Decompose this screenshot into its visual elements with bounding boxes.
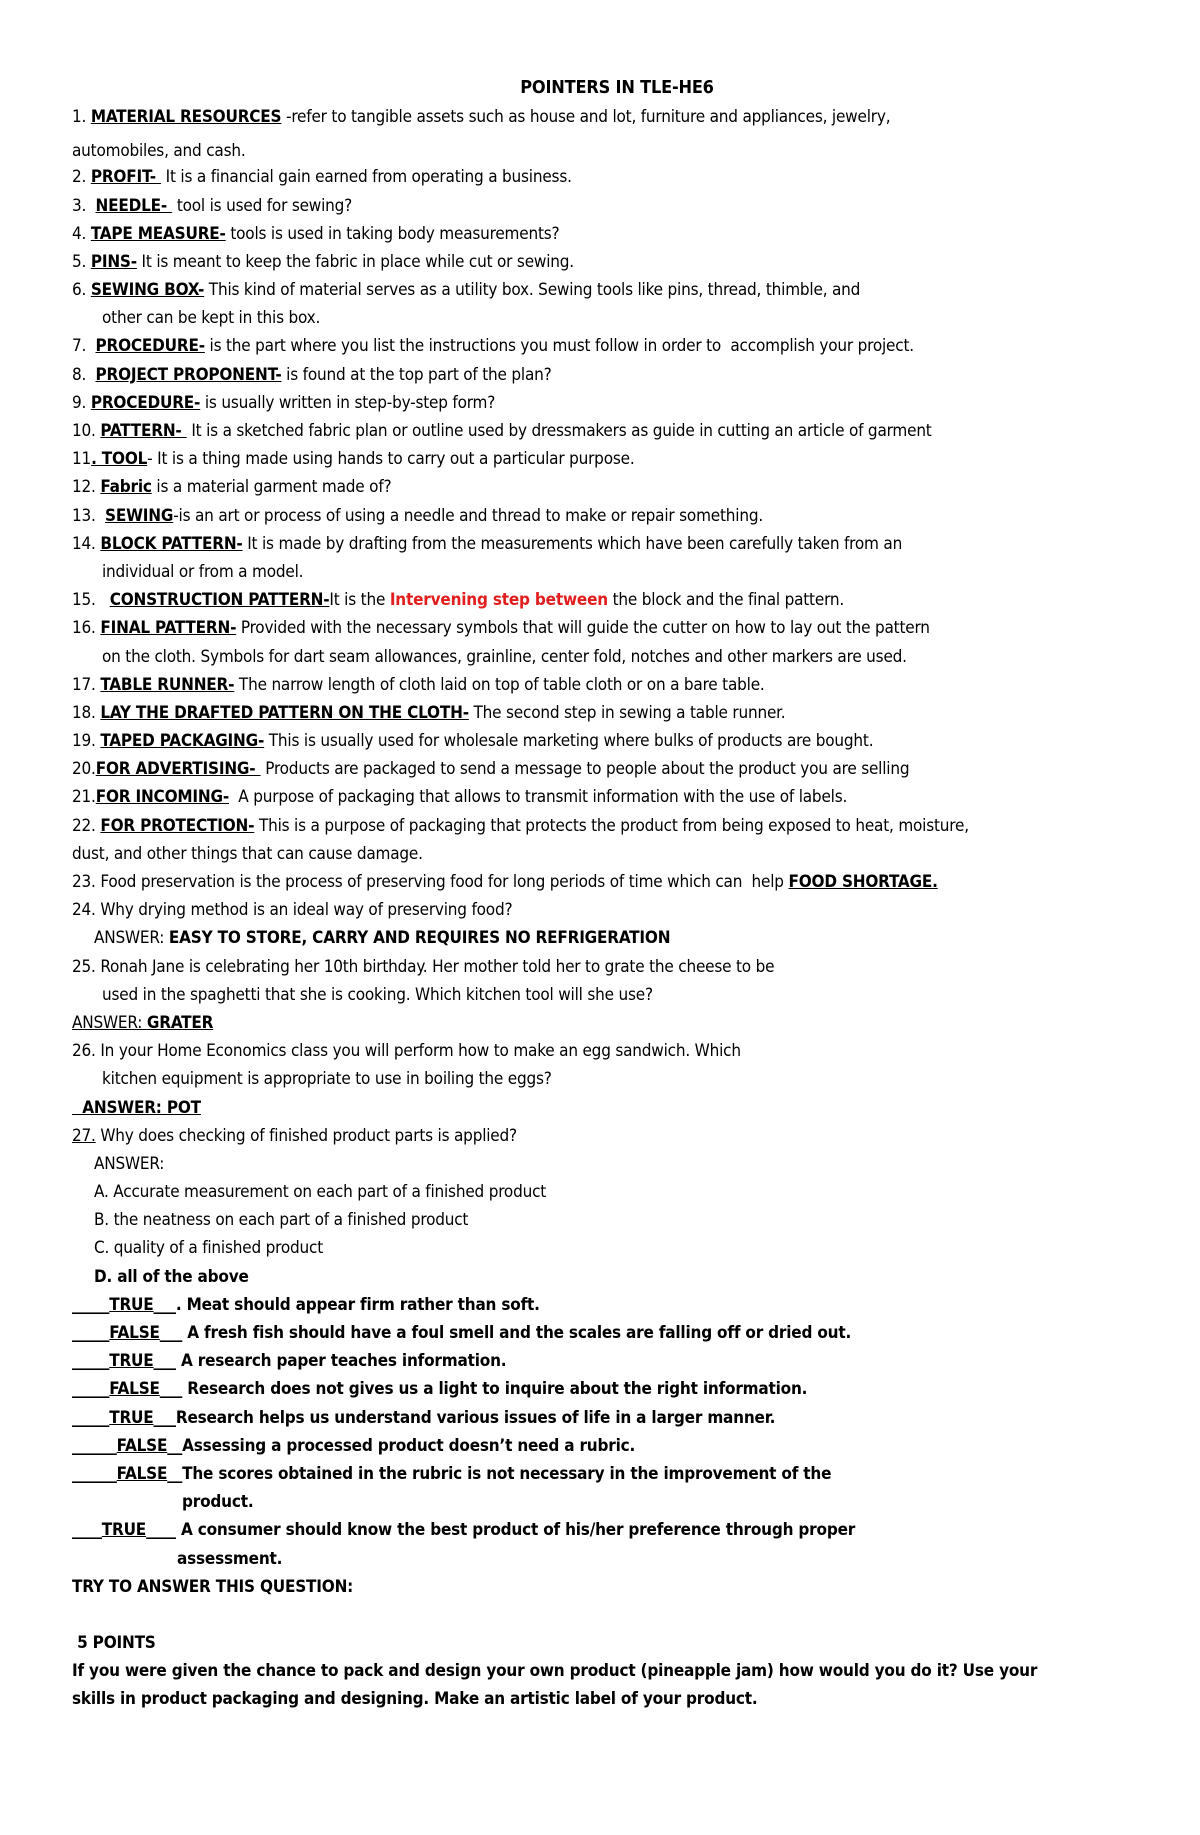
answer-25	[72, 1009, 1132, 1037]
tf-statement: The scores obtained in the rubric is not necessary in the improvement of the	[182, 1463, 832, 1484]
tf-answer: TRUE	[109, 1407, 154, 1428]
answer-24	[72, 924, 1132, 952]
item-number: 11	[72, 449, 92, 470]
item-text: It is a financial gain earned from operating a business.	[160, 167, 572, 187]
blank: ___	[153, 1294, 176, 1315]
item-term: FINAL PATTERN-	[100, 618, 237, 639]
document-page	[72, 74, 1132, 1713]
try-heading: TRY TO ANSWER THIS QUESTION:	[72, 1576, 354, 1597]
item-term: BLOCK PATTERN-	[100, 533, 243, 554]
tf-answer: TRUE	[101, 1520, 147, 1541]
answer-text: GRATER	[146, 1012, 214, 1033]
list-item-continuation: dust, and other things that can cause damage.	[72, 843, 423, 864]
item-text: is usually written in step-by-step form?	[200, 392, 496, 413]
item-term: PINS-	[90, 251, 137, 272]
item-number: 8.	[72, 364, 96, 385]
tf-answer: FALSE	[109, 1379, 160, 1400]
item-term: PROCEDURE-	[95, 336, 205, 357]
item-text: It is the	[329, 590, 390, 611]
item-text: -is an art or process of using a needle and thread to make or repair something.	[173, 505, 763, 526]
item-term: FOR ADVERTISING-	[95, 759, 261, 780]
item-term: TAPE MEASURE-	[90, 223, 226, 244]
item-number: 1.	[72, 106, 91, 127]
list-item-continuation: individual or from a model.	[102, 561, 304, 582]
tf-statement-continuation: product.	[182, 1492, 254, 1513]
list-item	[72, 727, 1132, 755]
question-27	[72, 1122, 1132, 1150]
item-number: 9.	[72, 392, 91, 413]
item-text: -refer to tangible assets such as house and lot, furniture and appliances, jewelry,	[281, 106, 891, 127]
list-item	[72, 586, 1132, 614]
true-false-item	[72, 1291, 1132, 1319]
item-number: 20.	[72, 759, 96, 780]
item-number: 19.	[72, 731, 101, 752]
item-number: 2.	[72, 167, 91, 187]
tf-answer: FALSE	[109, 1323, 160, 1343]
item-term: PROJECT PROPONENT-	[95, 364, 282, 385]
list-item	[72, 614, 1132, 642]
blank: ____	[146, 1520, 176, 1541]
list-item	[72, 812, 1132, 840]
item-text: Products are packaged to send a message to people about the product you are selling	[260, 759, 910, 780]
item-text: This is a purpose of packaging that protects the product from being exposed to heat, moisture,	[254, 815, 969, 836]
item-term: . TOOL	[91, 449, 148, 470]
list-item	[72, 530, 1132, 558]
item-text: tool is used for sewing?	[172, 195, 353, 216]
item-number: 21.	[72, 787, 96, 808]
item-text: tools is used in taking body measurements?	[225, 223, 560, 244]
item-term: PROCEDURE-	[90, 392, 201, 413]
item-text: It is made by drafting from the measurements which have been carefully taken from an	[242, 533, 903, 554]
list-item	[72, 755, 1132, 783]
list-item	[72, 699, 1132, 727]
true-false-item	[72, 1460, 1132, 1488]
item-number: 14.	[72, 533, 101, 554]
highlighted-phrase: Intervening step between	[389, 590, 608, 611]
item-text: Provided with the necessary symbols that will guide the cutter on how to lay out the pattern	[236, 618, 930, 639]
answer-text: EASY TO STORE, CARRY AND REQUIRES NO REFRIGERATION	[168, 928, 671, 949]
item-text-after: the block and the final pattern.	[607, 590, 845, 611]
answer-text: FOOD SHORTAGE.	[788, 872, 938, 892]
item-term: CONSTRUCTION PATTERN-	[109, 590, 330, 611]
item-number: 22.	[72, 815, 101, 836]
item-text: is found at the top part of the plan?	[281, 364, 552, 385]
tf-answer: TRUE	[109, 1351, 154, 1372]
blank: _____	[72, 1294, 110, 1315]
list-item	[72, 473, 1132, 501]
tf-statement: A consumer should know the best product of his/her preference through proper	[175, 1520, 856, 1541]
item-text: is the part where you list the instructions you must follow in order to accomplish your project.	[204, 336, 914, 357]
item-term: PROFIT-	[90, 167, 161, 187]
blank: ___	[153, 1351, 176, 1372]
item-number: 4.	[72, 223, 91, 244]
question-text: 23. Food preservation is the process of preserving food for long periods of time which can help	[72, 872, 789, 892]
list-item-continuation: automobiles, and cash.	[72, 141, 246, 161]
item-number: 15.	[72, 590, 110, 611]
item-text: This kind of material serves as a utility box. Sewing tools like pins, thread, thimble, and	[204, 280, 861, 301]
blank: __	[167, 1463, 183, 1484]
question-26: 26. In your Home Economics class you will perform how to make an egg sandwich. Which	[72, 1041, 741, 1062]
blank: ____	[72, 1520, 102, 1541]
blank: __	[167, 1435, 183, 1456]
item-text: A purpose of packaging that allows to transmit information with the use of labels.	[229, 787, 848, 808]
item-term: FOR PROTECTION-	[100, 815, 255, 836]
item-text: It is meant to keep the fabric in place while cut or sewing.	[136, 251, 574, 272]
list-item	[72, 332, 1132, 360]
answer-label: ANSWER:	[72, 1012, 147, 1033]
list-item	[72, 671, 1132, 699]
item-term: MATERIAL RESOURCES	[90, 106, 282, 127]
item-term: PATTERN-	[100, 421, 187, 441]
spacer	[72, 1601, 1132, 1629]
item-term: TABLE RUNNER-	[100, 674, 235, 695]
item-text: - It is a thing made using hands to carry out a particular purpose.	[147, 449, 635, 470]
list-item-continuation: other can be kept in this box.	[102, 308, 321, 329]
list-item	[72, 192, 1132, 220]
question-24: 24. Why drying method is an ideal way of preserving food?	[72, 900, 513, 921]
tf-statement: Research does not gives us a light to inquire about the right information.	[182, 1379, 808, 1400]
blank: _____	[72, 1407, 110, 1428]
tf-statement: A fresh fish should have a foul smell and the scales are falling off or dried out.	[182, 1323, 852, 1343]
item-number: 7.	[72, 336, 96, 357]
item-number: 13.	[72, 505, 106, 526]
item-term: TAPED PACKAGING-	[100, 731, 265, 752]
true-false-item	[72, 1319, 1132, 1347]
answer-26	[72, 1094, 1132, 1122]
true-false-item	[72, 1516, 1132, 1544]
choice-a: A. Accurate measurement on each part of a finished product	[94, 1182, 547, 1203]
item-term: LAY THE DRAFTED PATTERN ON THE CLOTH-	[100, 702, 469, 723]
list-item	[72, 445, 1132, 473]
item-term: SEWING	[105, 505, 174, 526]
item-text: This is usually used for wholesale marketing where bulks of products are bought.	[264, 731, 874, 752]
blank: _____	[72, 1323, 110, 1343]
item-text: The second step in sewing a table runner.	[468, 702, 786, 723]
question-25-continuation: used in the spaghetti that she is cooking. Which kitchen tool will she use?	[102, 984, 653, 1005]
list-item	[72, 389, 1132, 417]
true-false-item	[72, 1375, 1132, 1403]
choice-b: B. the neatness on each part of a finished product	[94, 1210, 469, 1231]
item-text: The narrow length of cloth laid on top of table cloth or on a bare table.	[234, 674, 765, 695]
list-item	[72, 417, 1132, 445]
blank: ______	[72, 1463, 117, 1484]
true-false-item	[72, 1347, 1132, 1375]
blank: ___	[159, 1379, 183, 1400]
item-number: 16.	[72, 618, 101, 639]
blank: _____	[72, 1351, 110, 1372]
question-26-continuation: kitchen equipment is appropriate to use in boiling the eggs?	[102, 1069, 552, 1090]
tf-statement: . Meat should appear firm rather than soft.	[175, 1294, 540, 1315]
points-label: 5 POINTS	[72, 1632, 156, 1653]
choice-d-correct: D. all of the above	[94, 1266, 249, 1287]
question-25: 25. Ronah Jane is celebrating her 10th birthday. Her mother told her to grate the cheese to be	[72, 956, 775, 977]
choice-c: C. quality of a finished product	[94, 1238, 323, 1259]
list-item	[72, 502, 1132, 530]
item-number: 5.	[72, 251, 91, 272]
answer-label: ANSWER:	[94, 1153, 165, 1174]
list-item	[72, 783, 1132, 811]
page-title: POINTERS IN TLE-HE6	[520, 77, 714, 98]
answer-text: ANSWER: POT	[72, 1097, 201, 1118]
blank: ___	[153, 1407, 176, 1428]
blank: ___	[159, 1323, 183, 1343]
tf-statement: Assessing a processed product doesn’t need a rubric.	[182, 1435, 636, 1456]
item-number: 18.	[72, 702, 101, 723]
item-text: is a material garment made of?	[151, 477, 392, 498]
blank: _____	[72, 1379, 110, 1400]
essay-question: If you were given the chance to pack and design your own product (pineapple jam) how would you do it? Use your	[72, 1661, 1038, 1682]
item-number: 3.	[72, 195, 96, 216]
blank: ______	[72, 1435, 117, 1456]
item-term: SEWING BOX-	[90, 280, 205, 301]
item-number: 10.	[72, 421, 101, 441]
question-number: 27.	[72, 1125, 96, 1146]
tf-statement-continuation: assessment.	[177, 1548, 283, 1569]
list-item-continuation: on the cloth. Symbols for dart seam allowances, grainline, center fold, notches and other markers are used.	[102, 646, 907, 667]
tf-answer: TRUE	[109, 1294, 154, 1315]
list-item	[72, 163, 1132, 192]
item-number: 12.	[72, 477, 101, 498]
list-item	[72, 361, 1132, 389]
question-text: Why does checking of finished product parts is applied?	[95, 1125, 517, 1146]
list-item	[72, 103, 1132, 132]
item-term: Fabric	[100, 477, 152, 498]
tf-statement: A research paper teaches information.	[175, 1351, 507, 1372]
item-number: 6.	[72, 280, 91, 301]
tf-statement: Research helps us understand various issues of life in a larger manner.	[175, 1407, 776, 1428]
list-item	[72, 220, 1132, 248]
question-23	[72, 868, 1132, 896]
list-item	[72, 248, 1132, 276]
item-term: FOR INCOMING-	[95, 787, 229, 808]
answer-label: ANSWER:	[94, 928, 169, 949]
list-item	[72, 276, 1132, 304]
true-false-item	[72, 1432, 1132, 1460]
item-term: NEEDLE-	[95, 195, 173, 216]
item-text: It is a sketched fabric plan or outline used by dressmakers as guide in cutting an article of garment	[186, 421, 932, 441]
item-number: 17.	[72, 674, 101, 695]
tf-answer: FALSE	[116, 1463, 168, 1484]
essay-question-continuation: skills in product packaging and designing. Make an artistic label of your product.	[72, 1689, 758, 1710]
true-false-item	[72, 1404, 1132, 1432]
tf-answer: FALSE	[116, 1435, 168, 1456]
